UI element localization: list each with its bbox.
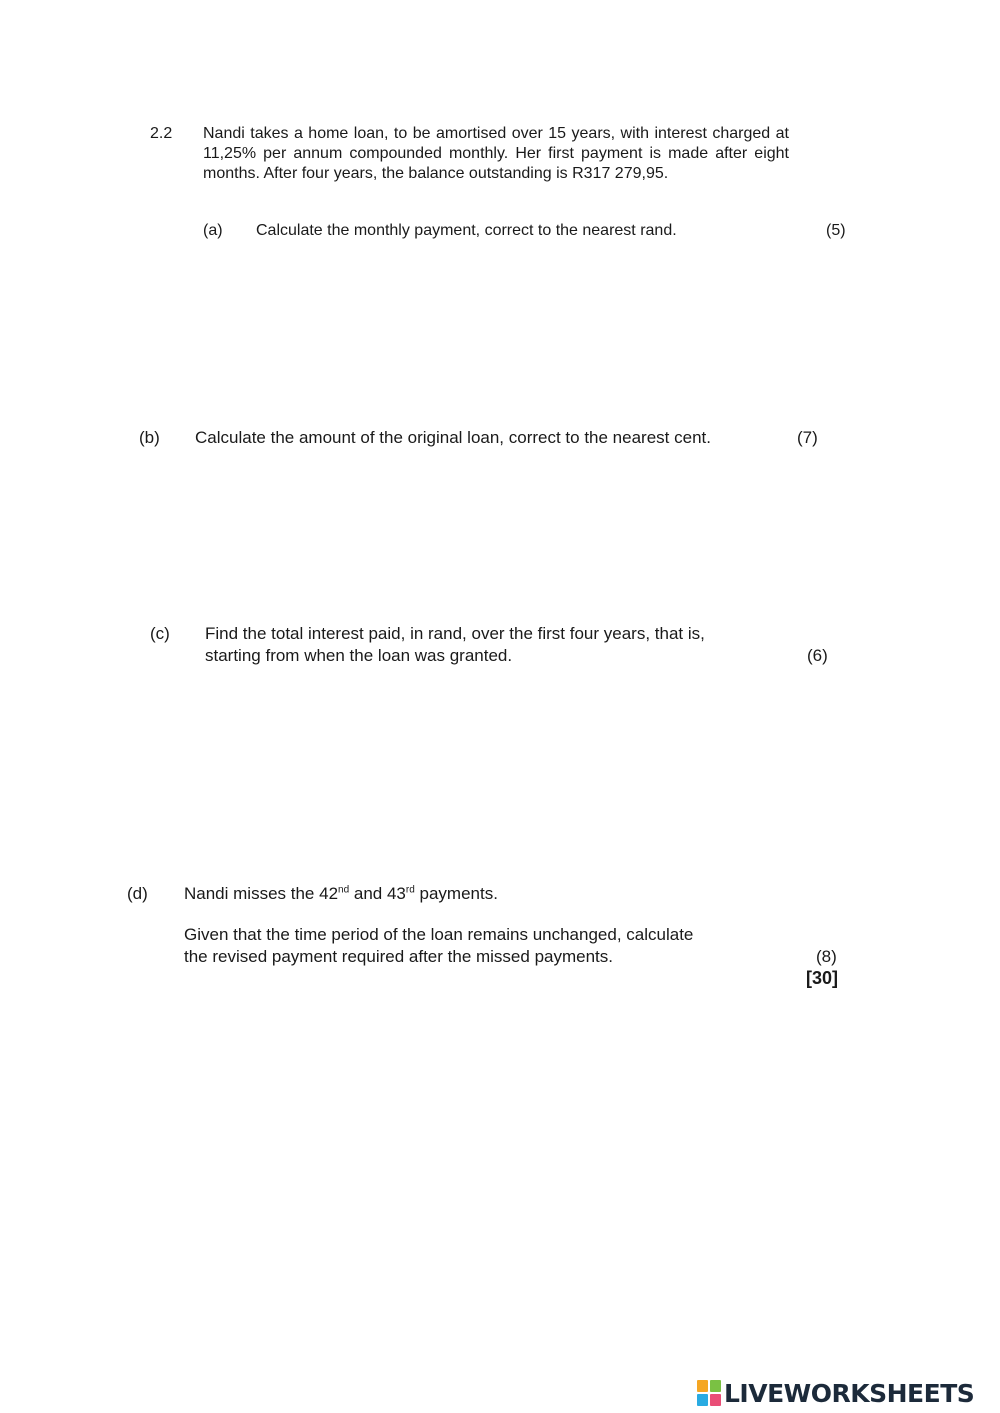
question-text: Nandi takes a home loan, to be amortised over 15 years, with interest charged at 11,25% per annum compounded monthly. Her first payment is made after eight months. After four years, the balance outstanding is R317 279,95. xyxy=(203,125,789,182)
part-d-line2: Given that the time period of the loan remains unchanged, calculate xyxy=(184,925,694,944)
part-b-label: (b) xyxy=(139,428,160,447)
part-d-marks: (8) xyxy=(816,947,837,966)
liveworksheets-logo xyxy=(697,1376,974,1410)
ordinal-suffix-rd: rd xyxy=(405,884,415,896)
part-a-label: (a) xyxy=(203,222,223,239)
part-c-line2: starting from when the loan was granted. xyxy=(205,646,513,665)
part-c-label: (c) xyxy=(150,624,170,643)
part-d-line1-pre: Nandi misses the 42 xyxy=(184,884,339,903)
liveworksheets-logo-icon xyxy=(697,1380,721,1406)
part-d-line3: the revised payment required after the missed payments. xyxy=(184,947,613,966)
part-d-line1 xyxy=(184,883,498,905)
ordinal-suffix-nd: nd xyxy=(338,884,350,896)
part-a-marks: (5) xyxy=(826,222,846,239)
part-b-marks: (7) xyxy=(797,428,818,447)
question-number: 2.2 xyxy=(150,125,173,142)
part-b-text: Calculate the amount of the original loan, correct to the nearest cent. xyxy=(195,428,711,447)
question-total-marks: [30] xyxy=(806,968,839,988)
part-c-marks: (6) xyxy=(807,646,828,665)
part-d-label: (d) xyxy=(127,884,148,903)
part-d-line1-mid: and 43 xyxy=(349,884,406,903)
part-d-line1-post: payments. xyxy=(414,884,498,903)
logo-text: LIVEWORKSHEETS xyxy=(724,1378,975,1408)
part-c-line1: Find the total interest paid, in rand, over the first four years, that is, xyxy=(205,624,705,643)
part-a-text: Calculate the monthly payment, correct to the nearest rand. xyxy=(256,222,677,239)
